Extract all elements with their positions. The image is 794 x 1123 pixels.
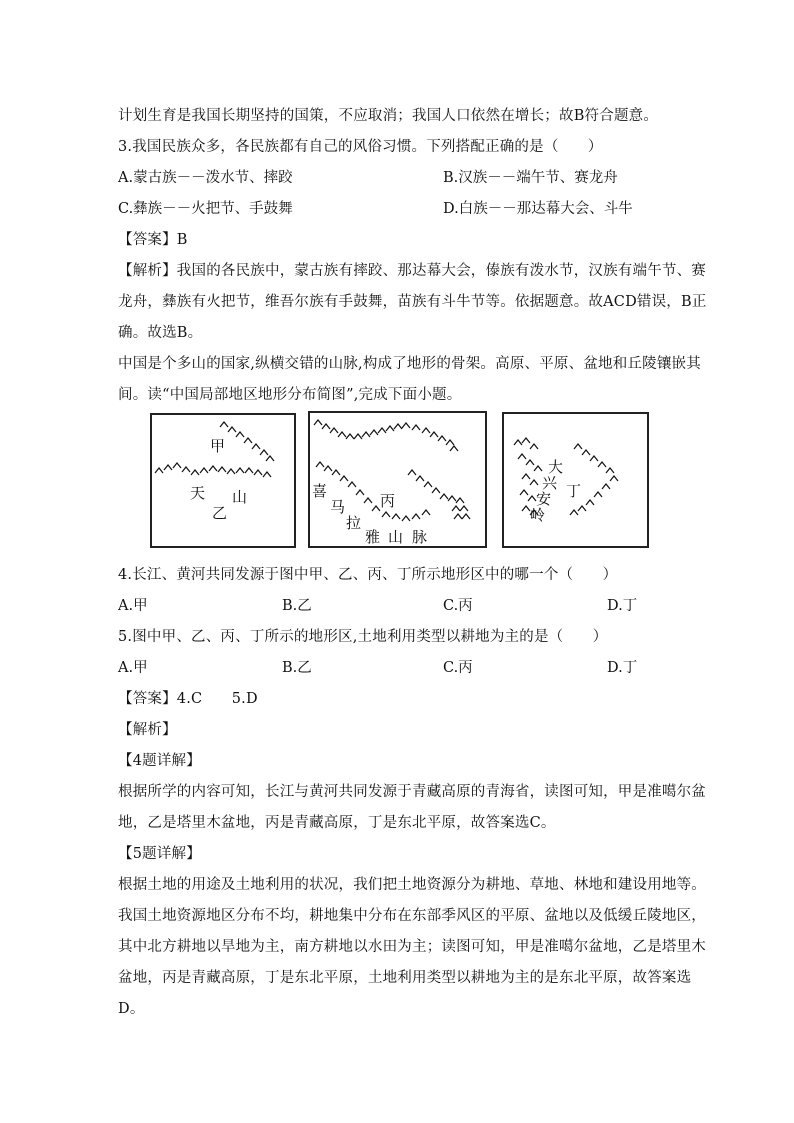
q5-option-a: A.甲 — [118, 660, 148, 676]
label-ya: 雅 — [365, 528, 381, 546]
q5-option-b: B.乙 — [282, 660, 312, 676]
intro-line-1: 中国是个多山的国家,纵横交错的山脉,构成了地形的骨架。高原、平原、盆地和丘陵镶嵌其 — [118, 356, 701, 372]
q3-option-a: A.蒙古族－－泼水节、摔跤 — [118, 170, 293, 186]
map-box-1 — [151, 414, 295, 547]
explanation-3-line-2: 龙舟，彝族有火把节，维吾尔族有手鼓舞，苗族有斗牛节等。依据题意。故ACD错误，B正 — [118, 294, 707, 310]
detail-5-line-5: D。 — [118, 1001, 145, 1017]
detail-5-line-3: 其中北方耕地以旱地为主，南方耕地以水田为主；读图可知，甲是准噶尔盆地，乙是塔里木 — [118, 939, 706, 955]
explanation-heading: 【解析】 — [118, 722, 177, 738]
answer-3: 【答案】B — [118, 232, 188, 248]
q5-option-d: D.丁 — [607, 660, 638, 676]
label-shan-1: 山 — [232, 488, 248, 506]
label-bing: 丙 — [380, 492, 396, 510]
label-yi: 乙 — [212, 504, 228, 522]
q4-option-c: C.丙 — [443, 598, 473, 614]
label-mai: 脉 — [412, 528, 428, 546]
line-1: 计划生育是我国长期坚持的国策，不应取消；我国人口依然在增长；故B符合题意。 — [118, 108, 659, 124]
label-shan-2: 山 — [388, 528, 404, 546]
answer-4-5: 【答案】4.C 5.D — [118, 691, 258, 707]
q4-option-d: D.丁 — [607, 598, 638, 614]
detail-5-heading: 【5题详解】 — [118, 846, 201, 862]
detail-5-line-2: 我国土地资源地区分布不均，耕地集中分布在东部季风区的平原、盆地以及低缓丘陵地区， — [118, 908, 706, 924]
terrain-figure — [150, 410, 650, 550]
question-5: 5.图中甲、乙、丙、丁所示的地形区,土地利用类型以耕地为主的是（ ） — [118, 629, 608, 645]
detail-4-line-2: 地，乙是塔里木盆地，丙是青藏高原，丁是东北平原，故答案选C。 — [118, 815, 556, 831]
explanation-3-line-1: 【解析】我国的各民族中，蒙古族有摔跤、那达幕大会，傣族有泼水节，汉族有端午节、赛 — [118, 263, 706, 279]
detail-5-line-1: 根据土地的用途及土地利用的状况，我们把土地资源分为耕地、草地、林地和建设用地等。 — [118, 877, 706, 893]
label-jia: 甲 — [210, 437, 226, 455]
q5-option-c: C.丙 — [443, 660, 473, 676]
intro-line-2: 间。读“中国局部地区地形分布简图”,完成下面小题。 — [118, 387, 462, 403]
q4-option-a: A.甲 — [118, 598, 148, 614]
label-ling: 岭 — [530, 506, 546, 524]
label-an: 安 — [536, 490, 552, 508]
label-ding: 丁 — [566, 482, 582, 500]
q3-option-d: D.白族－－那达幕大会、斗牛 — [443, 201, 633, 217]
explanation-3-line-3: 确。故选B。 — [118, 325, 203, 341]
label-xing: 兴 — [542, 474, 558, 492]
q4-option-b: B.乙 — [282, 598, 312, 614]
detail-4-line-1: 根据所学的内容可知，长江与黄河共同发源于青藏高原的青海省，读图可知，甲是准噶尔盆 — [118, 784, 706, 800]
q3-option-b: B.汉族－－端午节、赛龙舟 — [443, 170, 618, 186]
label-la: 拉 — [346, 514, 362, 532]
question-3: 3.我国民族众多，各民族都有自己的风俗习惯。下列搭配正确的是（ ） — [118, 139, 603, 155]
detail-5-line-4: 盆地，丙是青藏高原，丁是东北平原，土地利用类型以耕地为主的是东北平原，故答案选 — [118, 970, 692, 986]
label-tian: 天 — [190, 484, 206, 502]
detail-4-heading: 【4题详解】 — [118, 753, 201, 769]
question-4: 4.长江、黄河共同发源于图中甲、乙、丙、丁所示地形区中的哪一个（ ） — [118, 567, 618, 583]
q3-option-c: C.彝族－－火把节、手鼓舞 — [118, 201, 293, 217]
label-da: 大 — [548, 458, 564, 476]
label-ma: 马 — [330, 498, 346, 516]
label-xi: 喜 — [312, 482, 328, 500]
